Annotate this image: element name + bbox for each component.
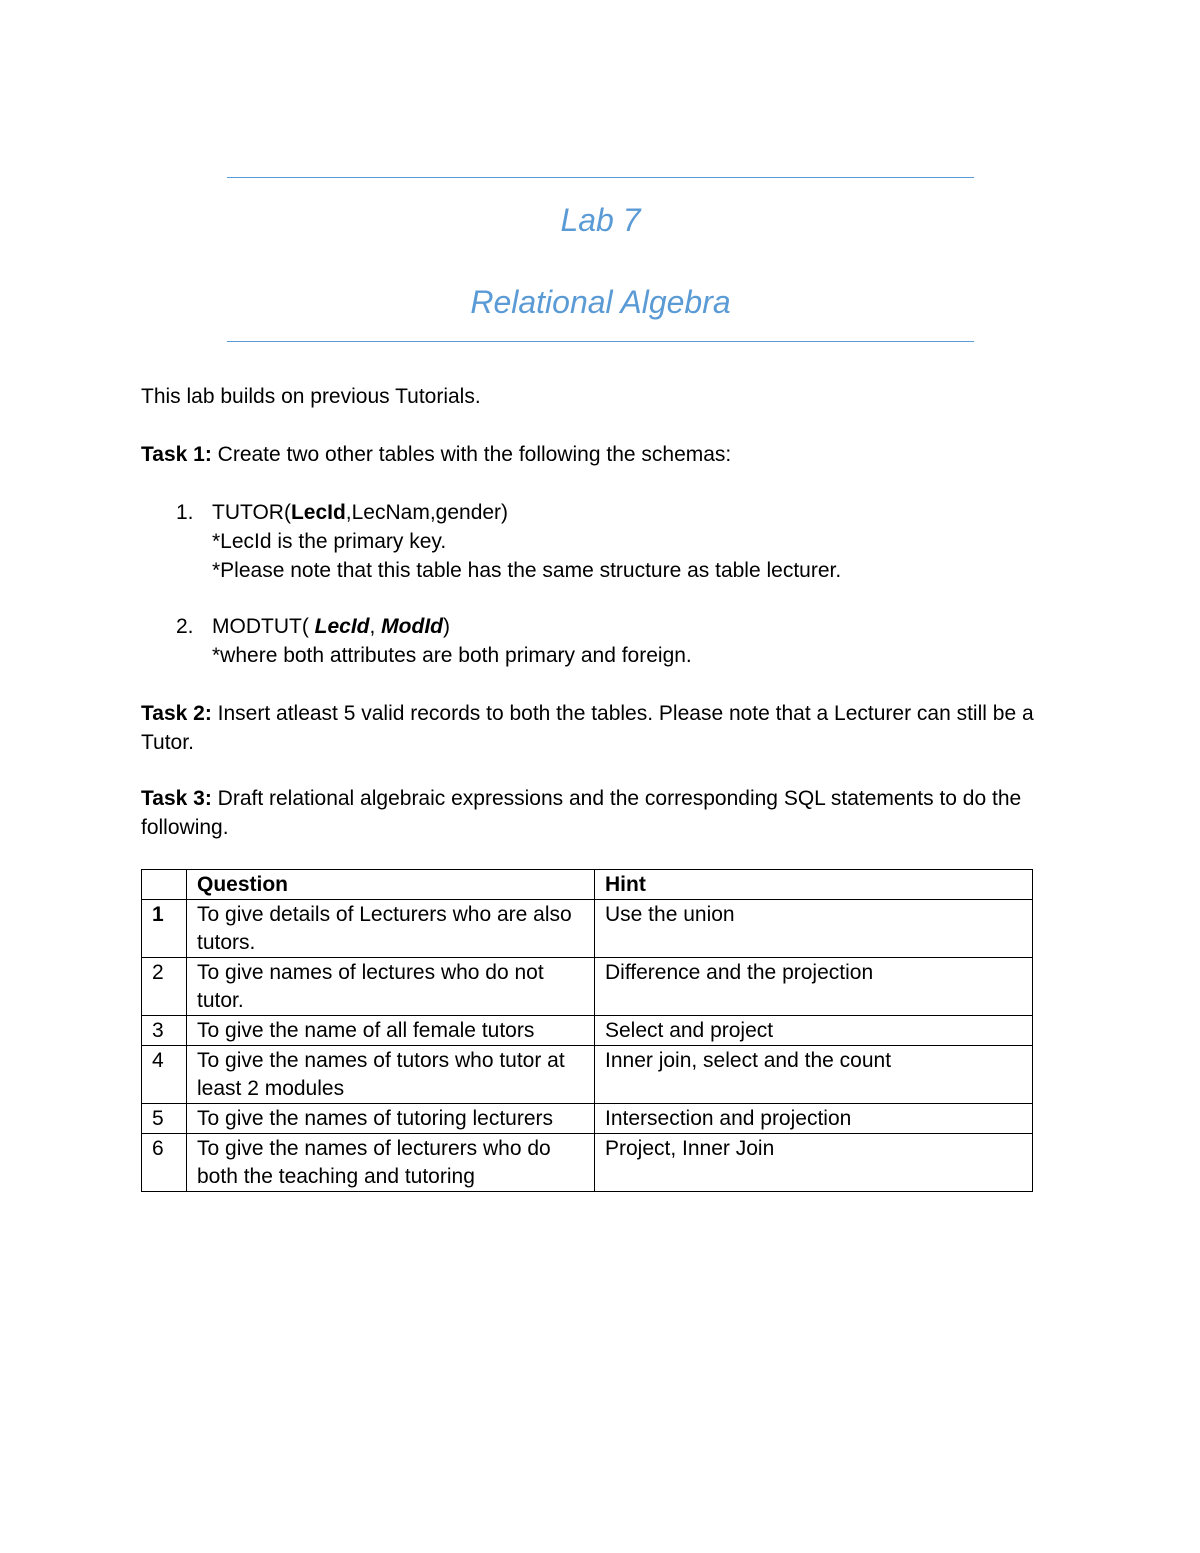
header-cell — [142, 870, 187, 900]
question-cell: To give the names of lecturers who do both the teaching and tutoring — [187, 1134, 595, 1192]
row-number: 3 — [142, 1016, 187, 1046]
header-cell: Hint — [595, 870, 1033, 900]
task3-paragraph — [141, 784, 1071, 842]
page-subtitle: Relational Algebra — [470, 284, 731, 320]
question-cell: To give details of Lecturers who are also tutors. — [187, 900, 595, 958]
hint-cell: Inner join, select and the count — [595, 1046, 1033, 1104]
row-number: 2 — [142, 958, 187, 1016]
task3-text: Draft relational algebraic expressions and the corresponding SQL statements to do the following. — [141, 787, 1022, 839]
table-row — [142, 1046, 1033, 1104]
hint-cell: Difference and the projection — [595, 958, 1033, 1016]
table-row — [142, 1016, 1033, 1046]
title-rule-bottom — [227, 341, 974, 342]
title-rule-top — [227, 177, 974, 178]
row-number: 5 — [142, 1104, 187, 1134]
primary-key: LecId — [308, 615, 370, 638]
task1-paragraph — [141, 440, 1071, 469]
row-number: 4 — [142, 1046, 187, 1104]
task2-label: Task 2: — [141, 702, 212, 725]
hint-cell: Project, Inner Join — [595, 1134, 1033, 1192]
primary-key: ModId — [381, 615, 443, 638]
question-cell: To give names of lectures who do not tutor. — [187, 958, 595, 1016]
table-header-row — [142, 870, 1033, 900]
questions-table — [141, 869, 1033, 1192]
list-number: 2. — [176, 615, 194, 638]
hint-cell: Intersection and projection — [595, 1104, 1033, 1134]
schema-note: *where both attributes are both primary and foreign. — [212, 644, 692, 667]
header-cell: Question — [187, 870, 595, 900]
task1-label: Task 1: — [141, 443, 212, 466]
table-row — [142, 1104, 1033, 1134]
table-row — [142, 1134, 1033, 1192]
question-cell: To give the names of tutoring lecturers — [187, 1104, 595, 1134]
schema-note: *LecId is the primary key. — [212, 530, 447, 553]
schema-note: *Please note that this table has the same structure as table lecturer. — [212, 559, 842, 582]
task2-paragraph — [141, 699, 1071, 757]
row-number: 6 — [142, 1134, 187, 1192]
tutor-schema: TUTOR(LecId,LecNam,gender) — [212, 501, 509, 524]
table-row — [142, 900, 1033, 958]
question-cell: To give the name of all female tutors — [187, 1016, 595, 1046]
hint-cell: Use the union — [595, 900, 1033, 958]
table-row — [142, 958, 1033, 1016]
task3-label: Task 3: — [141, 787, 212, 810]
intro-text: This lab builds on previous Tutorials. — [141, 385, 481, 408]
primary-key: LecId — [290, 501, 346, 524]
question-cell: To give the names of tutors who tutor at least 2 modules — [187, 1046, 595, 1104]
task1-text: Create two other tables with the following the schemas: — [211, 443, 732, 466]
task2-text: Insert atleast 5 valid records to both the tables. Please note that a Lecturer can still be a Tutor. — [141, 702, 1034, 754]
page-title: Lab 7 — [560, 202, 641, 238]
hint-cell: Select and project — [595, 1016, 1033, 1046]
list-number: 1. — [176, 501, 194, 524]
modtut-schema: MODTUT( LecId, ModId) — [212, 615, 450, 638]
row-number: 1 — [142, 900, 187, 958]
